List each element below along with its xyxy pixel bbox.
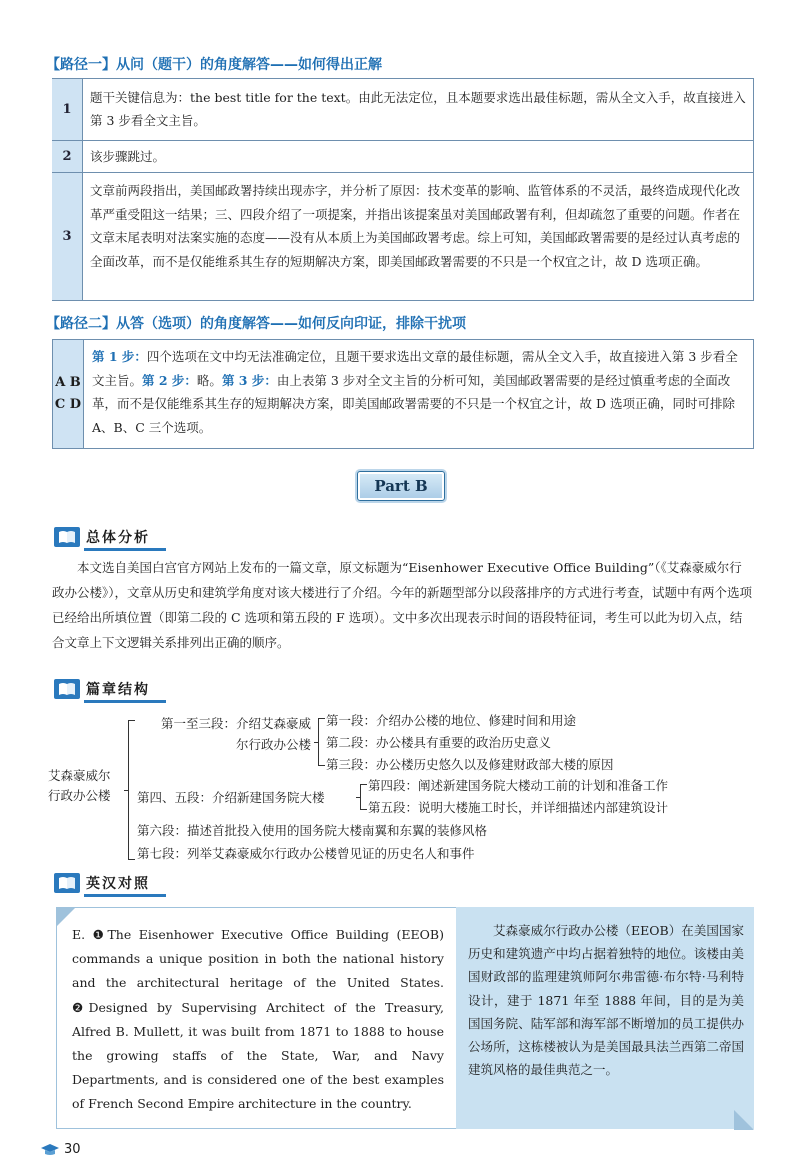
tree-item: 第二段：办公楼具有重要的政治历史意义 — [326, 735, 552, 750]
overview-heading — [54, 526, 150, 548]
section-title: 总体分析 — [86, 530, 150, 546]
section-title: 英汉对照 — [86, 876, 150, 892]
book-icon — [54, 527, 80, 547]
row-text: 题干关键信息为：the best title for the text。由此无法定位，且本题要求选出最佳标题，需从全文入手，故直接进入第 3 步看全文主旨。 — [90, 90, 746, 128]
table-row — [52, 141, 754, 172]
tree-item: 第五段：说明大楼施工时长，并详细描述内部建筑设计 — [368, 800, 669, 815]
row-number: 2 — [52, 141, 83, 172]
tree-item: 第六段：描述首批投入使用的国务院大楼南翼和东翼的装修风格 — [137, 823, 488, 838]
step2-text: 略。 — [196, 372, 222, 388]
group1-label — [137, 713, 311, 755]
step2-label: 第 2 步： — [142, 372, 197, 388]
page-footer — [40, 1142, 81, 1157]
page-number: 30 — [64, 1142, 81, 1157]
group2-brace — [360, 784, 367, 810]
section-underline — [84, 548, 166, 551]
row-text: 文章前两段指出，美国邮政署持续出现赤字，并分析了原因：技术变革的影响、监管体系的不灵活，最终造成现代化改革严重受阻这一结果；三、四段介绍了一项提案，并指出该提案虽对美国邮政署有利，但却疏忽了重要的问题。作者在文章末尾表明对法案实施的态度——没有从本质上为美国邮政署考虑。综上可知，美国邮政署需要的是经过认真考虑的全面改革，而不是仅能维系其生存的短期解决方案，即美国邮政署需要的不只是一个权宜之计，故 D 选项正确。 — [90, 183, 741, 269]
root-brace — [128, 720, 135, 860]
group1-line: 第一至三段：介绍艾森豪威 — [160, 716, 311, 731]
tree-item: 第七段：列举艾森豪威尔行政办公楼曾见证的历史名人和事件 — [137, 846, 475, 861]
bilingual-heading — [54, 872, 150, 894]
book-icon — [54, 873, 80, 893]
options-line: A B — [55, 375, 81, 390]
group2-label: 第四、五段：介绍新建国务院大楼 — [137, 790, 325, 805]
step1-text: 四个选项在文中均无法准确定位，且题干要求选出文章的最佳标题，需从全文入手，故直接进入第 3 步看全文主旨。 — [92, 349, 738, 388]
tree-root-line: 行政办公楼 — [48, 788, 111, 803]
options-line: C D — [54, 397, 82, 412]
structure-heading — [54, 678, 150, 700]
step1-label: 第 1 步： — [92, 349, 147, 364]
english-text: E. ❶The Eisenhower Executive Office Building (EEOB) commands a unique position in both the national history and the architectural heritage of the United States. ❷Designed by Supervising Architect of the Treasury, Alfred B. Mullett, it was built from 1871 to 1888 to house the growing staffs of the State, War, and Navy Departments, and is considered one of the best examples of French Second Empire architecture in the country. — [72, 927, 444, 1112]
options-cell — [53, 340, 84, 448]
tree-root — [48, 766, 111, 806]
section-underline — [84, 894, 166, 897]
tree-item: 第三段：办公楼历史悠久以及修建财政部大楼的原因 — [326, 757, 614, 772]
book-icon — [54, 679, 80, 699]
section-title: 篇章结构 — [86, 682, 150, 698]
group1-line: 尔行政办公楼 — [235, 737, 311, 752]
group2-items — [368, 775, 668, 819]
row-text: 该步骤跳过。 — [90, 149, 166, 164]
row-number: 3 — [52, 173, 83, 300]
step3-label: 第 3 步： — [221, 372, 277, 388]
tree-item: 第一段：介绍办公楼的地位、修建时间和用途 — [326, 713, 577, 728]
step3-text: 由上表第 3 步对全文主旨的分析可知，美国邮政署需要的是经过慎重考虑的全面改革，而不是仅能维系其生存的短期解决方案，即美国邮政署需要的不只是一个权宜之计，故 D 选项正确，同时可排除 A、B、C 三个选项。 — [92, 372, 735, 435]
group1-items — [326, 710, 614, 776]
overview-text: 本文选自美国白宫官方网站上发布的一篇文章，原文标题为“Eisenhower Executive Office Building”（《艾森豪威尔行政办公楼》），文章从历史和建筑学角度对该大楼进行了介绍。今年的新题型部分以段落排序的方式进行考查，试题中有两个选项已经给出所填位置（即第二段的 C 选项和第五段的 F 选项）。文中多次出现表示时间的语段特征词，考生可以此为切入点，结合文章上下文逻辑关系排列出正确的顺序。 — [52, 560, 753, 650]
path2-title: 【路径二】从答（选项）的角度解答——如何反向印证，排除干扰项 — [46, 316, 466, 332]
row-number: 1 — [52, 79, 83, 140]
tree-item: 第四段：阐述新建国务院大楼动工前的计划和准备工作 — [368, 778, 669, 793]
section-underline — [84, 700, 166, 703]
group1-brace — [318, 718, 325, 766]
path2-text — [92, 345, 744, 439]
page-fold-decoration — [734, 1110, 754, 1130]
part-b-badge: Part B — [357, 471, 445, 501]
chinese-text: 艾森豪威尔行政办公楼（EEOB）在美国国家历史和建筑遗产中均占据着独特的地位。该楼由美国财政部的监理建筑师阿尔弗雷德·布尔特·马利特设计，建于 1871 年至 1888 年间，目的是为美国国务院、陆军部和海军部不断增加的员工提供办公场所，这栋楼被认为是美国最具法兰西第二帝国建筑风格的最佳典范之一。 — [468, 923, 744, 1078]
table-row — [52, 173, 754, 300]
path1-title: 【路径一】从问（题干）的角度解答——如何得出正解 — [46, 57, 382, 73]
graduation-cap-icon — [40, 1144, 60, 1156]
table-row — [52, 79, 754, 140]
tree-root-line: 艾森豪威尔 — [48, 768, 111, 783]
